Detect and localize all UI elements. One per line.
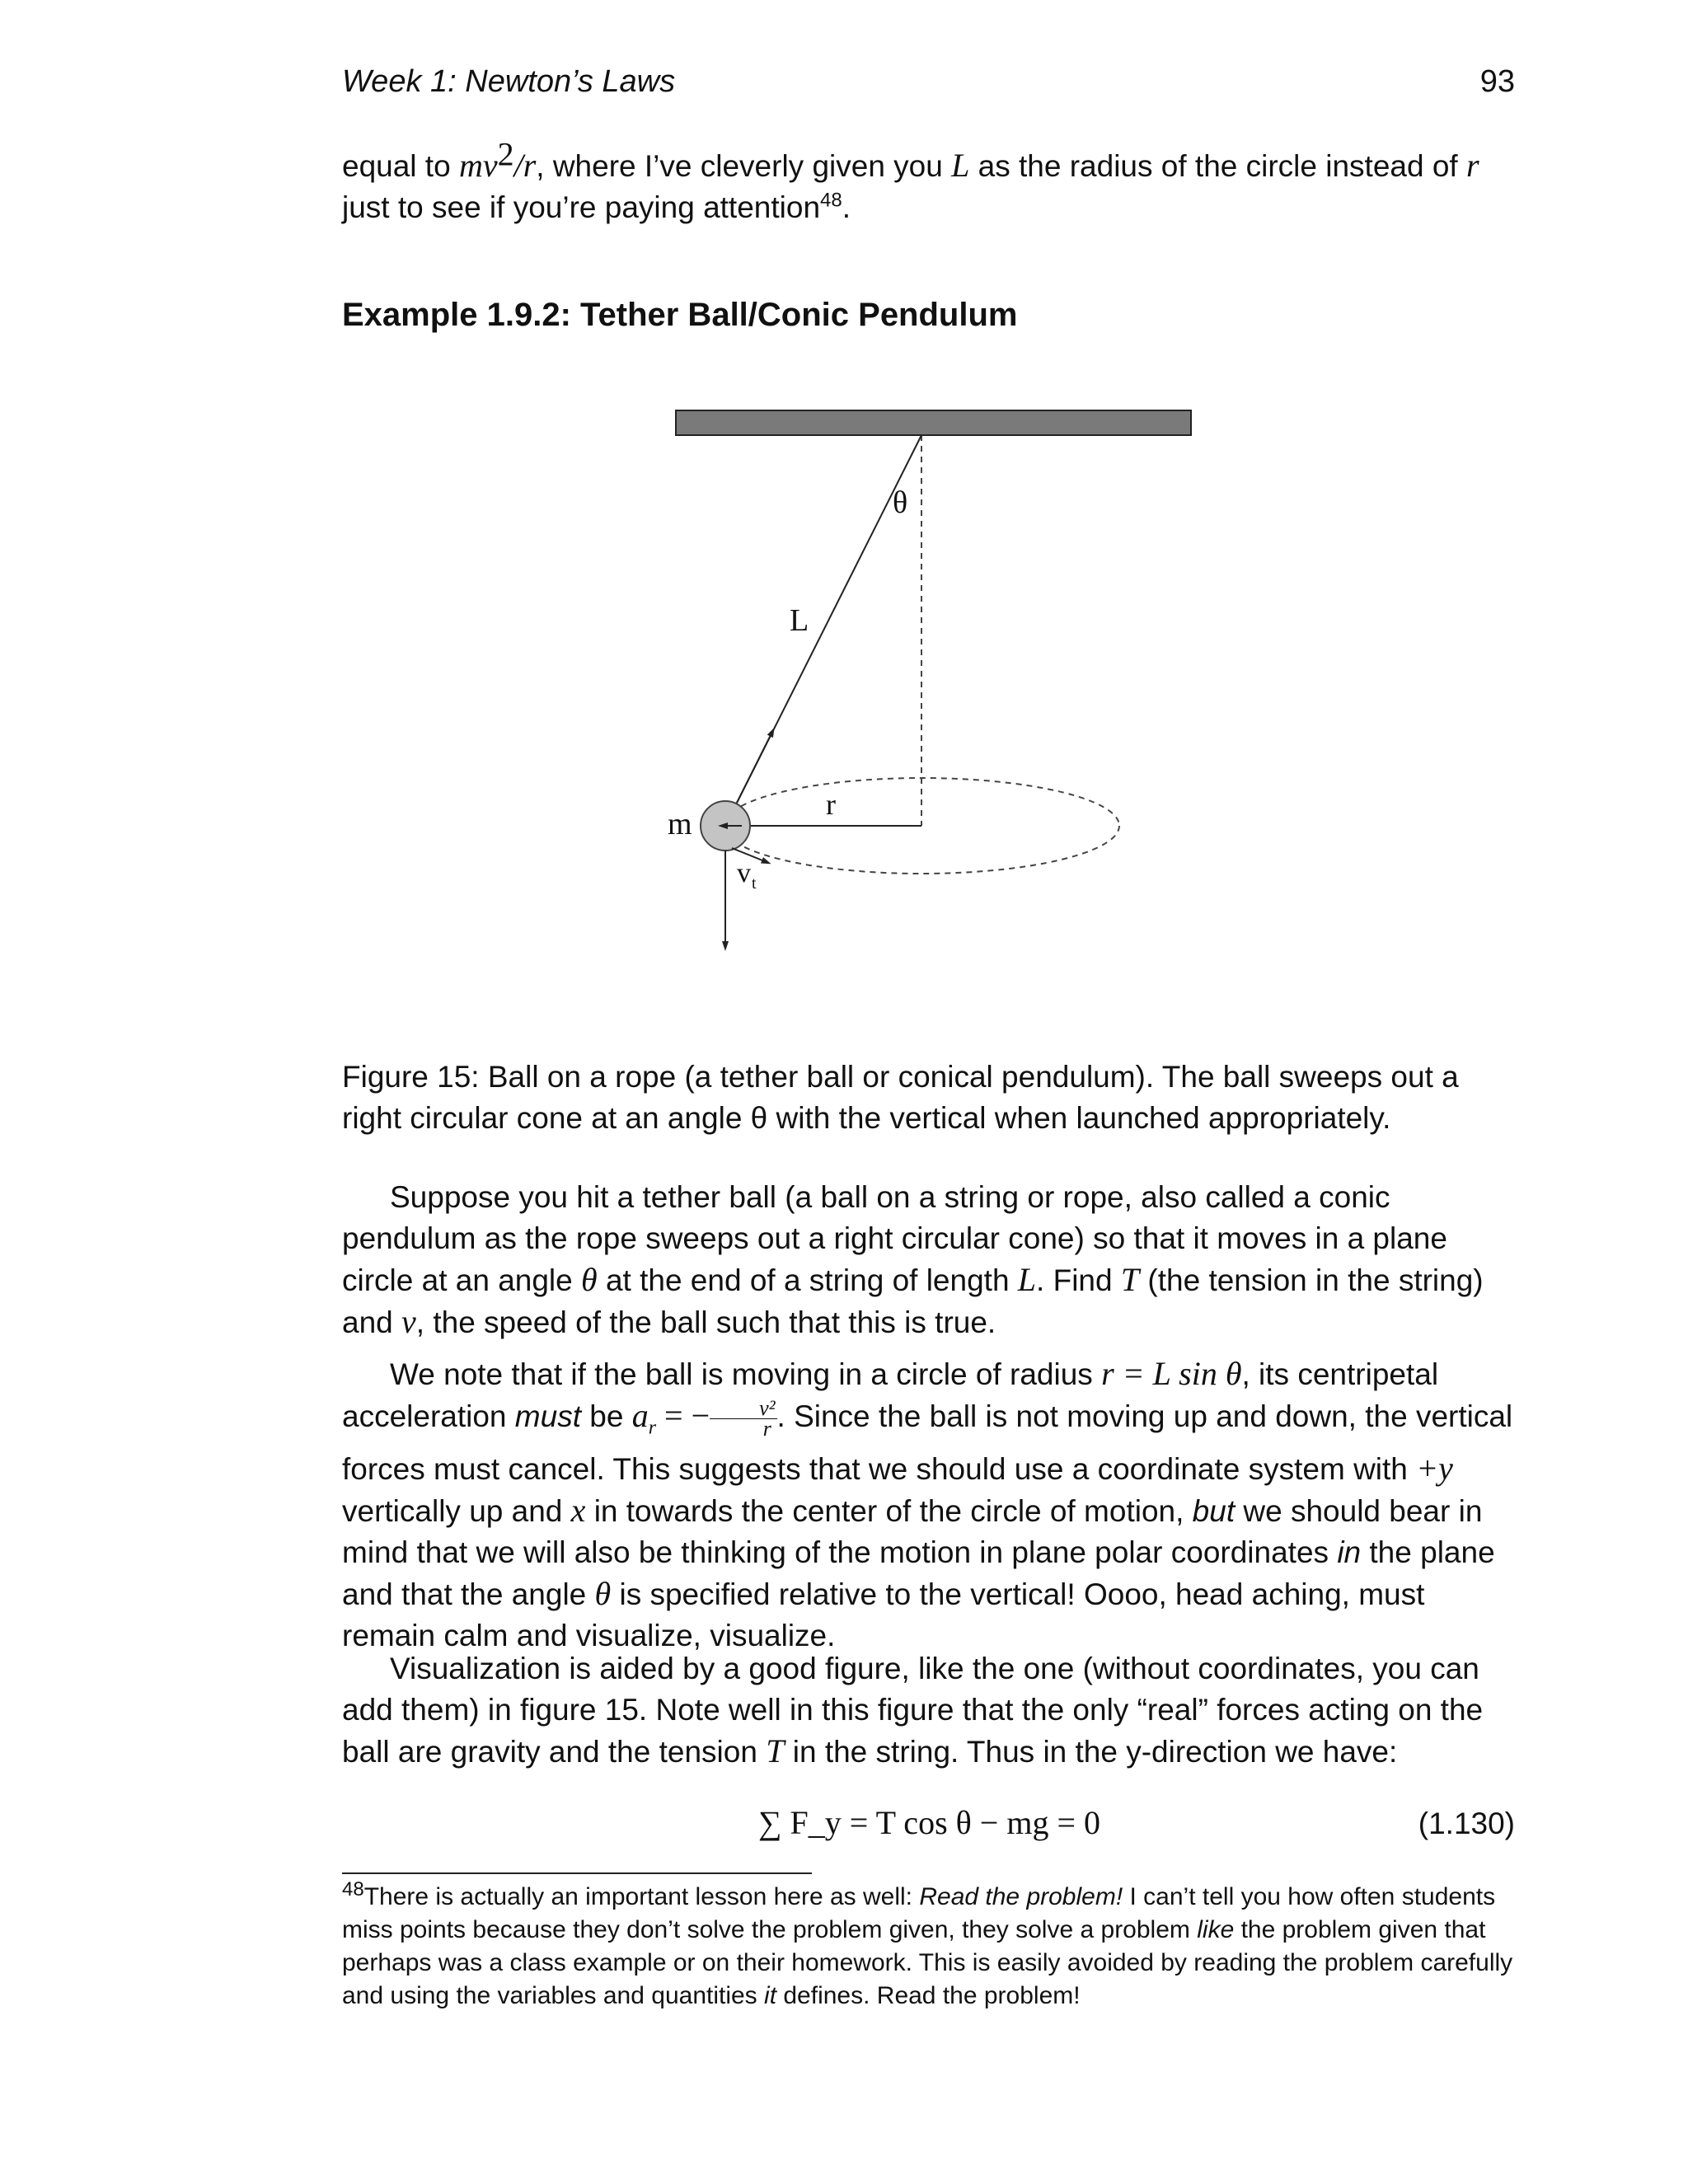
footnote-48: $^{48}$There is actually an important lesson here as well: Read the problem! I can’t tell you how often students miss points because they don’t solve the problem given, they solve a problem like the problem given that perhaps was a class example or on their homework. This is easily avoided by reading the problem carefully and using the variables and quantities it defines. Read the problem!	[342, 1878, 1513, 2009]
footnote-ref[interactable]: 48	[820, 189, 842, 212]
paragraph-2: We note that if the ball is moving in a circle of radius r = L sin θ, its centripetal acceleration must be $a_r$ = − $\frac{\text{v²}}{r}$ . Since the ball is not moving up and down, the vertical forces must cancel. This suggests that we should use a coordinate system with +y vertically up and x in towards the center of the circle of motion, but we should bear in mind that we will also be thinking of the motion in plane polar coordinates in the plane and that the angle θ is specified relative to the vertical! Oooo, head aching, must remain calm and visualize, visualize.	[342, 1355, 1513, 1653]
velocity-label: v	[737, 858, 751, 888]
theta-label: θ	[893, 485, 908, 520]
page-number: 93	[1479, 64, 1515, 99]
figure-caption: Figure 15: Ball on a rope (a tether ball or conical pendulum). The ball sweeps out a right circular cone at an angle θ with the vertical when launched appropriately.	[342, 1060, 1459, 1135]
velocity-subscript: t	[752, 874, 757, 893]
paragraph-1: Suppose you hit a tether ball (a ball on a string or rope, also called a conic pendulum as the rope sweeps out a right circular cone) so that it moves in a plane circle at an angle θ at the end of a string of length L. Find T (the tension in the string) and v, the speed of the ball such that this is true.	[342, 1180, 1484, 1340]
footnote-rule	[342, 1872, 812, 1874]
paragraph-3: Visualization is aided by a good figure, like the one (without coordinates, you can add them) in figure 15. Note well in this figure that the only “real” forces acting on the ball are gravity and the tension T in the string. Thus in the y-direction we have:	[342, 1652, 1484, 1769]
tension-arrow	[737, 732, 772, 803]
intro-paragraph: equal to $mv^2/r$, where I’ve cleverly given you L as the radius of the circle instead of r just to see if you’re paying attention$^{48}$.	[342, 135, 1479, 224]
example-heading: Example 1.9.2: Tether Ball/Conic Pendulum	[342, 297, 1018, 333]
math-mv: mv	[458, 147, 498, 184]
equation-number: (1.130)	[1418, 1807, 1515, 1840]
pendulum-figure	[0, 396, 1688, 989]
radius-label: r	[826, 788, 836, 821]
pendulum-diagram	[0, 396, 1688, 989]
mass-label: m	[668, 807, 692, 841]
length-label: L	[790, 603, 809, 638]
ceiling-bar	[676, 410, 1191, 435]
equation-1-130: ∑ F_y = T cos θ − mg = 0	[758, 1804, 1101, 1841]
v2-over-r: $\frac{\text{v²}}{r}$	[710, 1399, 776, 1439]
running-head: Week 1: Newton’s Laws	[342, 64, 676, 99]
